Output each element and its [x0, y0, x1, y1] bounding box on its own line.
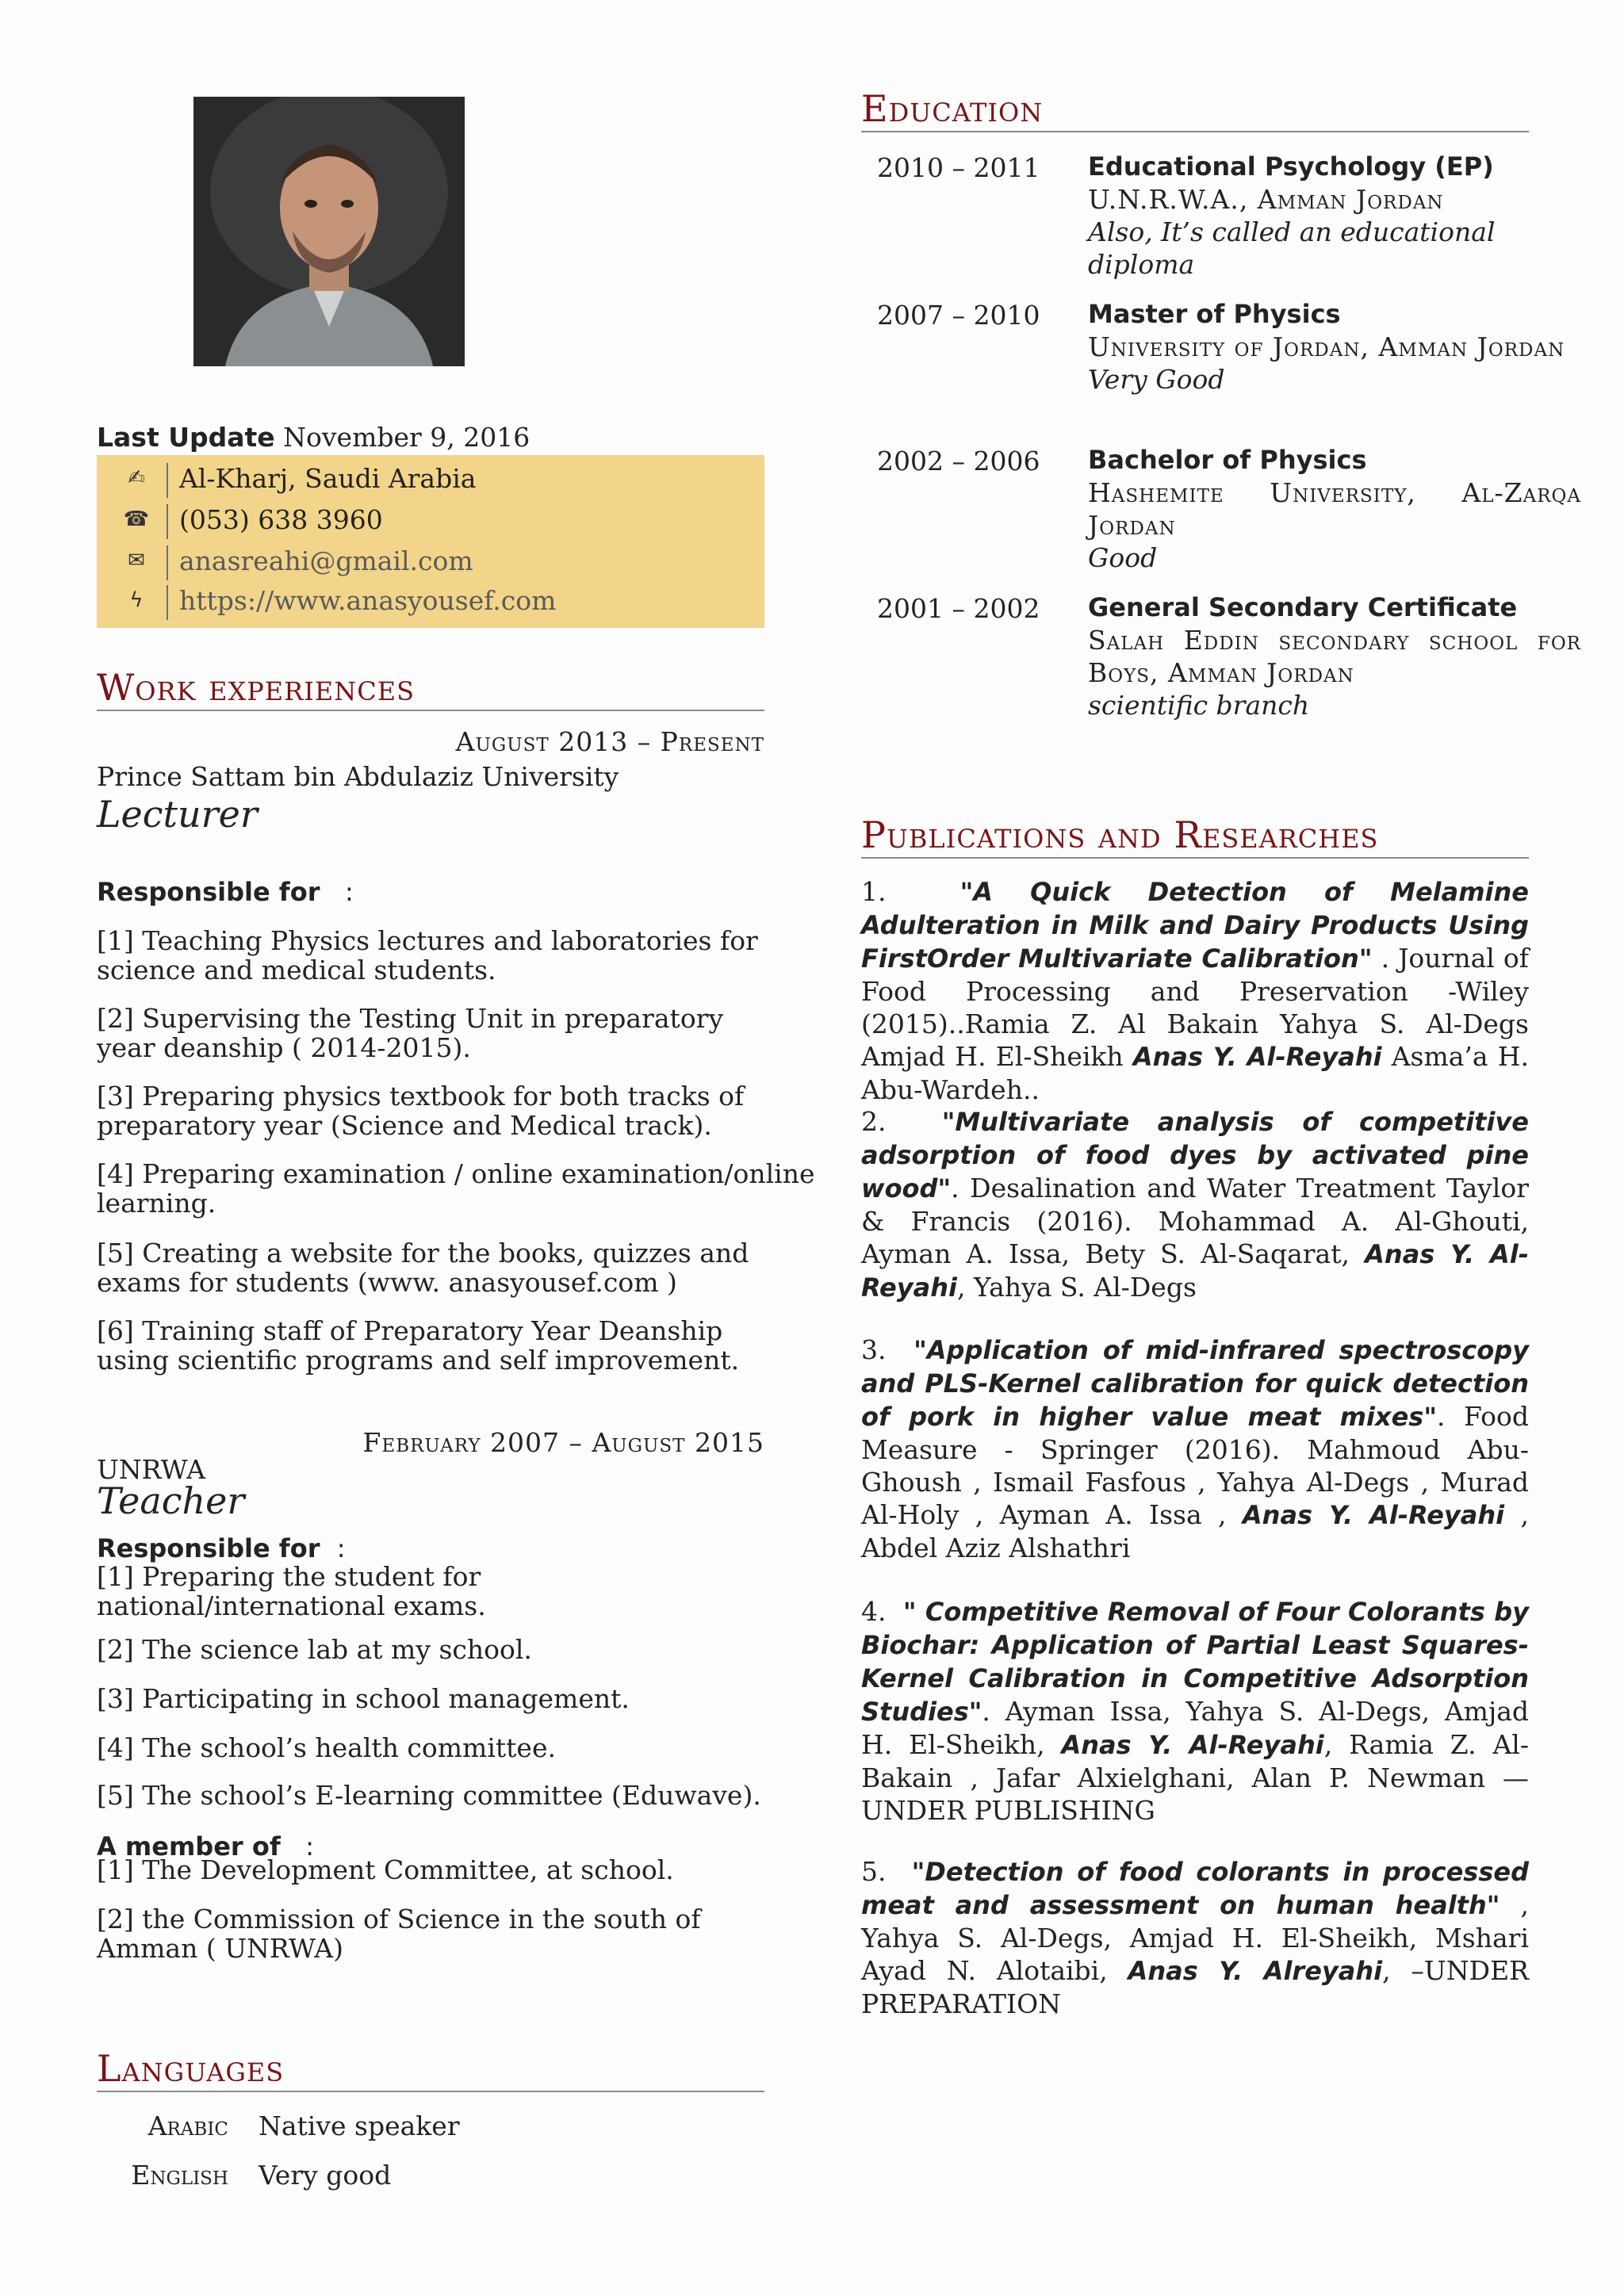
pen-icon: ✍	[128, 466, 145, 490]
publication-author: Anas Y. Al-Reyahi	[1132, 1042, 1382, 1072]
responsible-label-text: Responsible for	[97, 877, 320, 907]
contact-row-phone	[97, 501, 764, 542]
job-item: [6] Training staff of Preparatory Year Deanship using scientific programs and self improvement.	[97, 1315, 740, 1376]
publication-source: . Food Measure - Springer (2016). Mahmoud Abu-Ghoush , Ismail Fasfous , Yahya Al-Degs , Murad Al-Holy , Ayman A. Issa ,	[861, 1401, 1529, 1530]
phone-icon: ☎	[123, 507, 150, 531]
contact-phone: (053) 638 3960	[179, 504, 383, 535]
publication-coauthors: , –UNDER PREPARATION	[861, 1955, 1530, 2019]
education-institution: Hashemite University, Al-Zarqa Jordan	[1088, 477, 1581, 541]
publication-source: . Desalination and Water Treatment Taylor & Francis (2016). Mohammad A. Al-Ghouti, Ayman A. Issa, Bety S. Al-Saqarat,	[861, 1173, 1529, 1269]
contact-box	[97, 455, 764, 628]
job-role: Lecturer	[97, 793, 258, 836]
job-employer: Prince Sattam bin Abdulaziz University	[97, 761, 619, 792]
education-note: Very Good	[1088, 364, 1225, 395]
publication-item	[861, 1105, 1529, 1304]
job-employer: UNRWA	[97, 1454, 205, 1485]
publication-author: Anas Y. Al-Reyahi	[1061, 1730, 1324, 1760]
education-institution: University of Jordan, Amman Jordan	[1088, 331, 1565, 362]
publication-coauthors: , Yahya S. Al-Degs	[956, 1272, 1197, 1303]
publication-number: 5.	[861, 1856, 887, 1887]
last-update-label: Last Update	[97, 422, 275, 453]
publication-number: 2.	[861, 1106, 887, 1137]
responsible-label-text: Responsible for	[97, 1533, 320, 1563]
publication-item	[861, 875, 1529, 1106]
publication-coauthors: Asma’a H. Abu-Wardeh..	[861, 1041, 1529, 1105]
job-item: [4] The school’s health committee.	[97, 1732, 556, 1763]
publication-author: Anas Y. Al-Reyahi	[861, 1239, 1529, 1303]
publication-title: "Application of mid-infrared spectroscopy and PLS-Kernel calibration for quick detection of pork in higher value meat mixes"	[861, 1335, 1530, 1432]
language-level: Native speaker	[259, 2110, 460, 2141]
publication-item	[861, 1595, 1529, 1827]
job-item: [1] Teaching Physics lectures and laboratories for science and medical students.	[97, 925, 758, 985]
education-degree: General Secondary Certificate	[1088, 592, 1518, 622]
job-item: [2] The science lab at my school.	[97, 1634, 532, 1665]
job-item: [3] Participating in school management.	[97, 1683, 630, 1714]
publication-number: 4.	[861, 1596, 887, 1627]
section-title-education: Education	[861, 89, 1529, 132]
section-title-publications: Publications and Researches	[861, 815, 1529, 859]
contact-divider	[167, 545, 168, 580]
publication-author: Anas Y. Al-Reyahi	[1242, 1500, 1505, 1530]
education-entry	[1088, 591, 1581, 721]
email-link[interactable]: anasreahi@gmail.com	[179, 545, 473, 576]
publication-number: 3.	[861, 1334, 887, 1365]
last-update-value: November 9, 2016	[283, 422, 530, 453]
publication-source: , Yahya S. Al-Degs, Amjad H. El-Sheikh, Mshari Ayad N. Alotaibi,	[861, 1889, 1530, 1986]
language-name: English	[131, 2160, 228, 2191]
job-item: [1] Preparing the student for national/international exams.	[97, 1561, 486, 1621]
job-item: [5] Creating a website for the books, quizzes and exams for students (www. anasyousef.com )	[97, 1238, 749, 1298]
job-item: [2] Supervising the Testing Unit in preparatory year deanship ( 2014-2015).	[97, 1003, 724, 1063]
education-degree: Master of Physics	[1088, 299, 1341, 329]
responsible-label: Responsible for :	[97, 877, 354, 907]
publication-title: "A Quick Detection of Melamine Adulteration in Milk and Dairy Products Using FirstOrder Multivariate Calibration"	[861, 877, 1529, 974]
publication-item	[861, 1334, 1529, 1564]
member-item: [2] the Commission of Science in the south of Amman ( UNRWA)	[97, 1904, 701, 1964]
section-title-languages: Languages	[97, 2049, 764, 2092]
job-date: February 2007 – August 2015	[362, 1427, 764, 1458]
publication-coauthors: , Abdel Aziz Alshathri	[861, 1499, 1530, 1563]
contact-divider	[167, 504, 168, 539]
contact-row-website[interactable]	[97, 582, 764, 623]
last-update	[97, 422, 530, 453]
profile-photo	[193, 97, 465, 366]
publication-source: . Journal of Food Processing and Preservation -Wiley (2015)..Ramia Z. Al Bakain Yahya S. Al-Degs Amjad H. El-Sheikh	[861, 943, 1529, 1072]
education-note: scientific branch	[1088, 690, 1310, 721]
lightning-icon: ϟ	[129, 588, 144, 612]
job-item: [5] The school’s E-learning committee (Eduwave).	[97, 1780, 761, 1811]
envelope-icon: ✉	[128, 549, 145, 572]
publication-item	[861, 1855, 1529, 2020]
education-entry	[1088, 444, 1581, 574]
member-item: [1] The Development Committee, at school.	[97, 1854, 674, 1885]
education-years: 2007 – 2010	[877, 300, 1040, 331]
education-years: 2002 – 2006	[877, 446, 1040, 476]
education-degree: Educational Psychology (EP)	[1088, 151, 1494, 182]
job-role: Teacher	[97, 1479, 245, 1522]
website-link[interactable]: https://www.anasyousef.com	[179, 585, 557, 616]
publication-title: "Detection of food colorants in processed meat and assessment on human health"	[861, 1857, 1530, 1920]
job-item: [4] Preparing examination / online examination/online learning.	[97, 1158, 815, 1219]
member-label-text: A member of	[97, 1831, 281, 1862]
publication-number: 1.	[861, 876, 887, 907]
publication-title: " Competitive Removal of Four Colorants by Biochar: Application of Partial Least Squares-Kernel Calibration in Competitive Adsorption Studies"	[861, 1597, 1530, 1727]
education-degree: Bachelor of Physics	[1088, 445, 1367, 475]
contact-row-email[interactable]	[97, 542, 764, 584]
education-note: Also, It’s called an educational diploma	[1088, 216, 1496, 280]
contact-row-address	[97, 460, 764, 501]
contact-divider	[167, 463, 168, 498]
job-item: [3] Preparing physics textbook for both tracks of preparatory year (Science and Medical track).	[97, 1081, 745, 1141]
education-note: Good	[1088, 542, 1158, 573]
publication-title: "Multivariate analysis of competitive adsorption of food dyes by activated pine wood"	[861, 1107, 1530, 1203]
job-date: August 2013 – Present	[455, 726, 764, 757]
language-level: Very good	[259, 2160, 392, 2191]
education-entry	[1088, 298, 1581, 396]
education-years: 2001 – 2002	[877, 593, 1040, 624]
section-title-work: Work experiences	[97, 668, 764, 711]
contact-address: Al-Kharj, Saudi Arabia	[179, 463, 477, 494]
education-years: 2010 – 2011	[877, 152, 1040, 183]
publication-source: . Ayman Issa, Yahya S. Al-Degs, Amjad H. El-Sheikh,	[861, 1696, 1529, 1760]
responsible-label: Responsible for :	[97, 1533, 346, 1563]
education-institution: Salah Eddin secondary school for Boys, Amman Jordan	[1088, 625, 1581, 688]
education-entry	[1088, 151, 1581, 281]
language-name: Arabic	[147, 2110, 228, 2141]
member-label: A member of :	[97, 1831, 314, 1862]
contact-divider	[167, 585, 168, 620]
publication-coauthors: , Ramia Z. Al-Bakain , Jafar Alxielghani, Alan P. Newman — UNDER PUBLISHING	[861, 1729, 1529, 1826]
education-institution: U.N.R.W.A., Amman Jordan	[1088, 184, 1444, 215]
publication-author: Anas Y. Alreyahi	[1128, 1956, 1383, 1986]
